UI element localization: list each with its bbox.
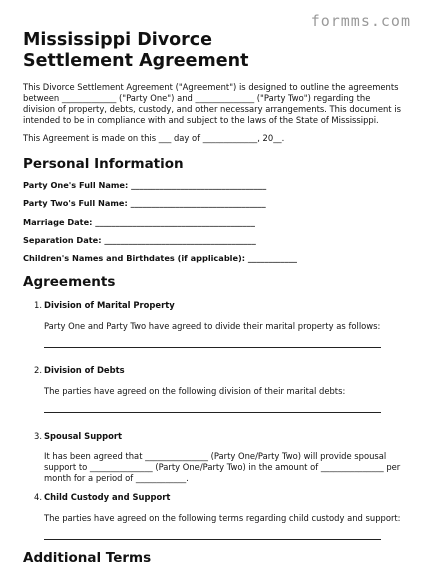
marriage-date-field[interactable]: Marriage Date: _______________________________________ (23, 216, 255, 227)
fill-in-line[interactable] (44, 347, 381, 348)
item-title: Division of Marital Property (44, 300, 175, 311)
item-title: Child Custody and Support (44, 492, 171, 503)
item-text: The parties have agreed on the following terms regarding child custody and support: (44, 513, 401, 524)
party-two-name-field[interactable]: Party Two's Full Name: _________________________________ (23, 198, 266, 209)
party-one-name-field[interactable]: Party One's Full Name: _________________________________ (23, 180, 267, 190)
item-number: 2. (34, 365, 42, 376)
item-text: It has been agreed that _______________ (Party One/Party Two) will provide spousal support to _______________ (Party One/Party Two) in the amount of _______________ per month for a period of ____________. (44, 451, 401, 484)
personal-fields (23, 180, 403, 264)
document-page (23, 30, 403, 567)
item-title: Division of Debts (44, 365, 125, 376)
agreements-heading: Agreements (23, 274, 116, 291)
fill-in-line[interactable] (44, 539, 381, 540)
item-number: 1. (34, 300, 42, 311)
intro-paragraph: This Divorce Settlement Agreement ("Agreement") is designed to outline the agreements between _____________ ("Party One") and ______________ ("Party Two") regarding the division of property, debts, custody, and other necessary arrangements. This document is intended to be in compliance with and subject to the laws of the State of Mississippi. (23, 82, 401, 125)
item-title: Spousal Support (44, 431, 123, 442)
document-title: Mississippi Divorce Settlement Agreement (23, 30, 249, 71)
list-item (23, 431, 403, 484)
site-watermark: formms.com (310, 12, 411, 30)
list-item (23, 365, 403, 413)
additional-terms-heading: Additional Terms (23, 550, 152, 567)
list-item (23, 492, 403, 540)
item-number: 4. (34, 492, 42, 503)
personal-information-heading: Personal Information (23, 156, 184, 172)
children-field[interactable]: Children's Names and Birthdates (if applicable): ____________ (23, 253, 298, 264)
list-item (23, 300, 403, 348)
item-text: The parties have agreed on the following division of their marital debts: (44, 386, 346, 397)
item-number: 3. (34, 431, 42, 442)
separation-date-field[interactable]: Separation Date: _____________________________________ (23, 234, 256, 245)
agreement-date-line: This Agreement is made on this ___ day of _____________, 20__. (23, 133, 285, 143)
agreements-list (23, 300, 403, 540)
item-text: Party One and Party Two have agreed to divide their marital property as follows: (44, 321, 381, 332)
fill-in-line[interactable] (44, 412, 381, 413)
